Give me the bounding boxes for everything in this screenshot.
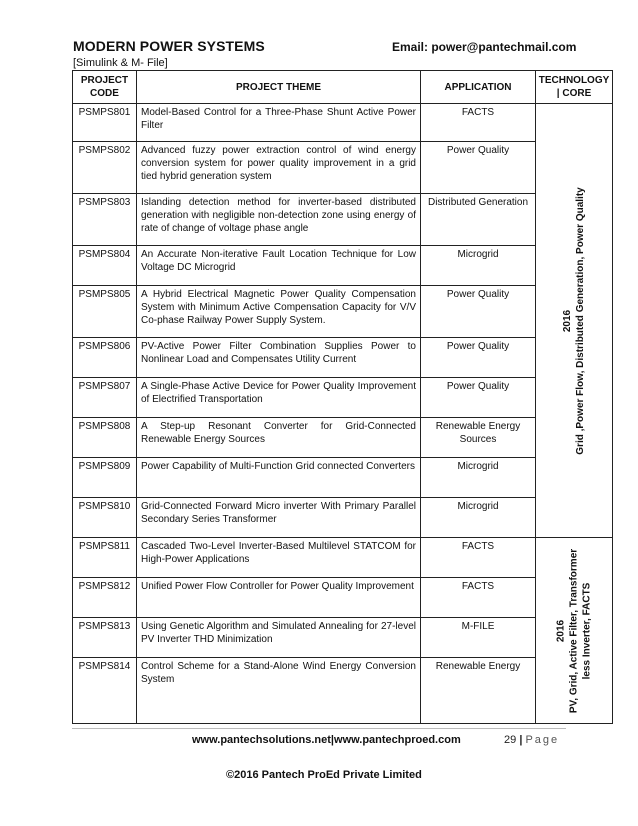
table-row: [73, 418, 613, 458]
project-application: FACTS: [421, 104, 536, 142]
page-separator: |: [519, 734, 523, 746]
table-header-row: [73, 71, 613, 104]
project-application: Distributed Generation: [421, 194, 536, 246]
table-row: [73, 286, 613, 338]
column-header-application: APPLICATION: [421, 71, 536, 104]
project-theme: Control Scheme for a Stand-Alone Wind Energy Conversion System: [137, 658, 421, 724]
footer-website-links[interactable]: www.pantechsolutions.net|www.pantechproed.com: [192, 734, 461, 746]
project-application: Power Quality: [421, 338, 536, 378]
table-row: [73, 658, 613, 724]
table-row: [73, 104, 613, 142]
project-code: PSMPS812: [73, 578, 137, 618]
table-row: [73, 338, 613, 378]
table-row: [73, 498, 613, 538]
project-theme: PV-Active Power Filter Combination Supplies Power to Nonlinear Load and Compensates Utility Current: [137, 338, 421, 378]
technology-year: 2016: [562, 309, 573, 332]
project-theme: Using Genetic Algorithm and Simulated Annealing for 27-level PV Inverter THD Minimization: [137, 618, 421, 658]
project-theme: A Step-up Resonant Converter for Grid-Connected Renewable Energy Sources: [137, 418, 421, 458]
projects-table: [72, 70, 613, 724]
table-row: [73, 458, 613, 498]
project-code: PSMPS805: [73, 286, 137, 338]
project-code: PSMPS803: [73, 194, 137, 246]
project-code: PSMPS801: [73, 104, 137, 142]
contact-email: Email: power@pantechmail.com: [392, 40, 577, 54]
technology-label: [561, 187, 587, 454]
project-theme: Grid-Connected Forward Micro inverter With Primary Parallel Secondary Series Transformer: [137, 498, 421, 538]
project-theme: A Single-Phase Active Device for Power Quality Improvement of Electrified Transportation: [137, 378, 421, 418]
column-header-theme: PROJECT THEME: [137, 71, 421, 104]
technology-year: 2016: [555, 619, 567, 642]
project-code: PSMPS807: [73, 378, 137, 418]
technology-core-line-2: less Inverter, FACTS: [581, 582, 593, 679]
project-code: PSMPS802: [73, 142, 137, 194]
project-code: PSMPS804: [73, 246, 137, 286]
copyright-notice: ©2016 Pantech ProEd Private Limited: [226, 769, 422, 781]
project-theme: Power Capability of Multi-Function Grid connected Converters: [137, 458, 421, 498]
project-theme: Islanding detection method for inverter-based distributed generation with negligible non-detection zone using energy of rate of change of voltage phase angle: [137, 194, 421, 246]
table-row: [73, 142, 613, 194]
table-row: [73, 194, 613, 246]
project-application: Microgrid: [421, 458, 536, 498]
table-row: [73, 618, 613, 658]
project-theme: A Hybrid Electrical Magnetic Power Quality Compensation System with Minimum Active Compensation Capacity for V/V Co-phase Railway Power Supply System.: [137, 286, 421, 338]
table-row: [73, 246, 613, 286]
page-number-indicator: [504, 734, 559, 746]
project-application: Microgrid: [421, 498, 536, 538]
table-row: [73, 578, 613, 618]
project-application: FACTS: [421, 578, 536, 618]
project-application: Renewable Energy: [421, 658, 536, 724]
page-label: Page: [525, 734, 560, 746]
project-theme: Model-Based Control for a Three-Phase Shunt Active Power Filter: [137, 104, 421, 142]
project-application: M-FILE: [421, 618, 536, 658]
project-theme: An Accurate Non-iterative Fault Location Technique for Low Voltage DC Microgrid: [137, 246, 421, 286]
project-application: Microgrid: [421, 246, 536, 286]
column-header-code: PROJECT CODE: [73, 71, 137, 104]
document-title: MODERN POWER SYSTEMS: [73, 38, 265, 54]
project-code: PSMPS810: [73, 498, 137, 538]
project-application: FACTS: [421, 538, 536, 578]
project-code: PSMPS809: [73, 458, 137, 498]
project-code: PSMPS814: [73, 658, 137, 724]
project-code: PSMPS813: [73, 618, 137, 658]
footer-divider: [72, 728, 566, 729]
technology-group-2: [536, 538, 613, 724]
column-header-technology: TECHNOLOGY | CORE: [536, 71, 613, 104]
table-row: [73, 538, 613, 578]
project-code: PSMPS811: [73, 538, 137, 578]
project-application: Power Quality: [421, 286, 536, 338]
project-theme: Cascaded Two-Level Inverter-Based Multilevel STATCOM for High-Power Applications: [137, 538, 421, 578]
technology-core-line-1: PV, Grid, Active Filter, Transformer: [568, 548, 580, 713]
technology-group-1: [536, 104, 613, 538]
project-theme: Advanced fuzzy power extraction control of wind energy conversion system for power quality improvement in a grid tied hybrid generation system: [137, 142, 421, 194]
project-code: PSMPS806: [73, 338, 137, 378]
project-application: Power Quality: [421, 378, 536, 418]
table-row: [73, 378, 613, 418]
technology-label: [555, 548, 594, 712]
document-subtitle: [Simulink & M- File]: [73, 57, 168, 69]
technology-core: Grid ,Power Flow, Distributed Generation, Power Quality: [575, 186, 586, 455]
project-theme: Unified Power Flow Controller for Power Quality Improvement: [137, 578, 421, 618]
page-number: 29: [504, 734, 517, 746]
project-application: Renewable Energy Sources: [421, 418, 536, 458]
project-application: Power Quality: [421, 142, 536, 194]
project-code: PSMPS808: [73, 418, 137, 458]
